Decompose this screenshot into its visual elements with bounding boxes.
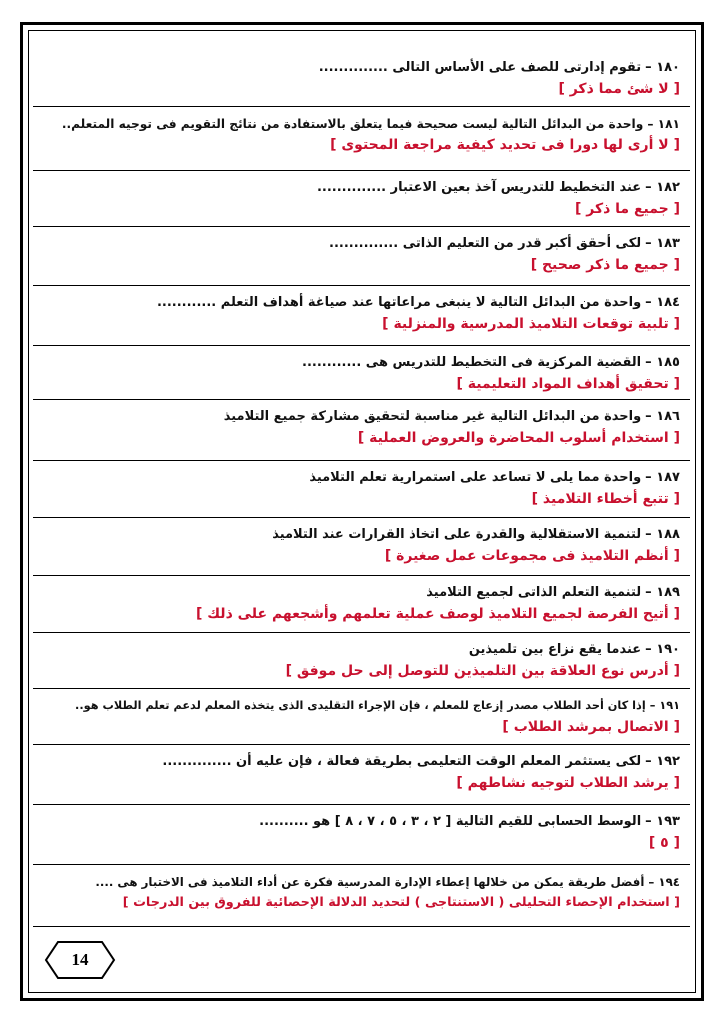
question-number: ١٨٩ –	[645, 585, 680, 600]
question-number: ١٩٣ –	[645, 814, 680, 829]
question-item	[33, 346, 690, 400]
question-text: ١٩٣ –الوسط الحسابى للقيم التالية [ ٢ ، ٣ ، ٥ ، ٧ ، ٨ ] هو ..........	[259, 814, 680, 829]
question-number: ١٩٤ –	[648, 875, 680, 889]
question-text: ١٨٠ –تقوم إدارتى للصف على الأساس التالى ..............	[318, 60, 680, 75]
question-item	[33, 107, 690, 171]
question-text: ١٨٥ –القضية المركزية فى التخطيط للتدريس هى ............	[302, 355, 680, 370]
question-text: ١٩٢ –لكى يستثمر المعلم الوقت التعليمى بطريقة فعالة ، فإن عليه أن ..............	[162, 754, 680, 769]
question-number: ١٩٠ –	[645, 642, 680, 657]
answer-text: [ الاتصال بمرشد الطلاب ]	[502, 719, 680, 735]
question-item	[33, 805, 690, 865]
question-number: ١٨٦ –	[645, 409, 680, 424]
answer-text: [ أنظم التلاميذ فى مجموعات عمل صغيرة ]	[384, 548, 680, 564]
question-text: ١٩١ –إذا كان أحد الطلاب مصدر إزعاج للمعلم ، فإن الإجراء التقليدى الذى يتخذه المعلم لدعم تعلم الطلاب هو..	[75, 699, 680, 712]
question-text: ١٨٤ –واحدة من البدائل التالية لا ينبغى مراعاتها عند صياغة أهداف التعلم ............	[156, 295, 680, 310]
question-item	[33, 518, 690, 576]
question-item	[33, 461, 690, 518]
answer-text: [ تلبية توقعات التلاميذ المدرسية والمنزلية ]	[382, 316, 680, 332]
question-item	[33, 51, 690, 107]
question-text: ١٨٦ –واحدة من البدائل التالية غير مناسبة لتحقيق مشاركة جميع التلاميذ	[223, 409, 680, 424]
answer-text: [ ٥ ]	[648, 835, 680, 851]
question-number: ١٨٨ –	[645, 527, 680, 542]
question-number: ١٩٢ –	[645, 754, 680, 769]
answer-text: [ جميع ما ذكر ]	[574, 201, 680, 217]
page-number-badge	[44, 940, 116, 980]
answer-text: [ استخدام أسلوب المحاضرة والعروض العملية ]	[357, 430, 680, 446]
answer-text: [ لا أرى لها دورا فى تحديد كيفية مراجعة المحتوى ]	[330, 137, 680, 153]
question-number: ١٨٢ –	[645, 180, 680, 195]
question-list	[33, 51, 690, 927]
question-number: ١٨٥ –	[645, 355, 680, 370]
question-text: ١٨٢ –عند التخطيط للتدريس آخذ بعين الاعتبار ..............	[316, 180, 680, 195]
question-item	[33, 576, 690, 633]
question-item	[33, 227, 690, 286]
question-item	[33, 745, 690, 805]
answer-text: [ استخدام الإحصاء التحليلى ( الاستنتاجى ) لتحديد الدلالة الإحصائية للفروق بين الدرجات ]	[122, 895, 680, 910]
question-text: ١٩٤ –أفضل طريقة يمكن من خلالها إعطاء الإدارة المدرسية فكرة عن أداء التلاميذ فى الاختبار هى ....	[95, 875, 680, 889]
question-number: ١٨٤ –	[645, 295, 680, 310]
answer-text: [ أدرس نوع العلاقة بين التلميذين للتوصل إلى حل موفق ]	[285, 663, 680, 679]
answer-text: [ جميع ما ذكر صحيح ]	[530, 257, 680, 273]
question-item	[33, 633, 690, 689]
question-number: ١٨٠ –	[645, 60, 680, 75]
question-item	[33, 689, 690, 745]
answer-text: [ تحقيق أهداف المواد التعليمية ]	[456, 376, 680, 392]
question-text: ١٨٩ –لتنمية التعلم الذاتى لجميع التلاميذ	[426, 585, 680, 600]
question-item	[33, 865, 690, 927]
question-text: ١٩٠ –عندما يقع نزاع بين تلميذين	[468, 642, 680, 657]
question-number: ١٨١ –	[647, 117, 680, 131]
question-number: ١٨٧ –	[645, 470, 680, 485]
question-number: ١٩١ –	[649, 699, 680, 712]
question-text: ١٨١ –واحدة من البدائل التالية ليست صحيحة فيما يتعلق بالاستفادة من نتائج التقويم فى توجيه المتعلم..	[61, 117, 680, 131]
question-item	[33, 400, 690, 461]
question-text: ١٨٣ –لكى أحقق أكبر قدر من التعليم الذاتى ..............	[329, 236, 680, 251]
answer-text: [ لا شئ مما ذكر ]	[558, 81, 680, 97]
answer-text: [ تتبع أخطاء التلاميذ ]	[531, 491, 680, 507]
answer-text: [ يرشد الطلاب لتوجيه نشاطهم ]	[456, 775, 680, 791]
question-item	[33, 286, 690, 346]
question-number: ١٨٣ –	[645, 236, 680, 251]
question-item	[33, 171, 690, 227]
question-text: ١٨٧ –واحدة مما يلى لا تساعد على استمرارية تعلم التلاميذ	[309, 470, 680, 485]
question-text: ١٨٨ –لتنمية الاستقلالية والقدرة على اتخاذ القرارات عند التلاميذ	[272, 527, 680, 542]
page-number: 14	[71, 950, 89, 969]
answer-text: [ أتيح الفرصة لجميع التلاميذ لوصف عملية تعلمهم وأشجعهم على ذلك ]	[196, 606, 680, 622]
